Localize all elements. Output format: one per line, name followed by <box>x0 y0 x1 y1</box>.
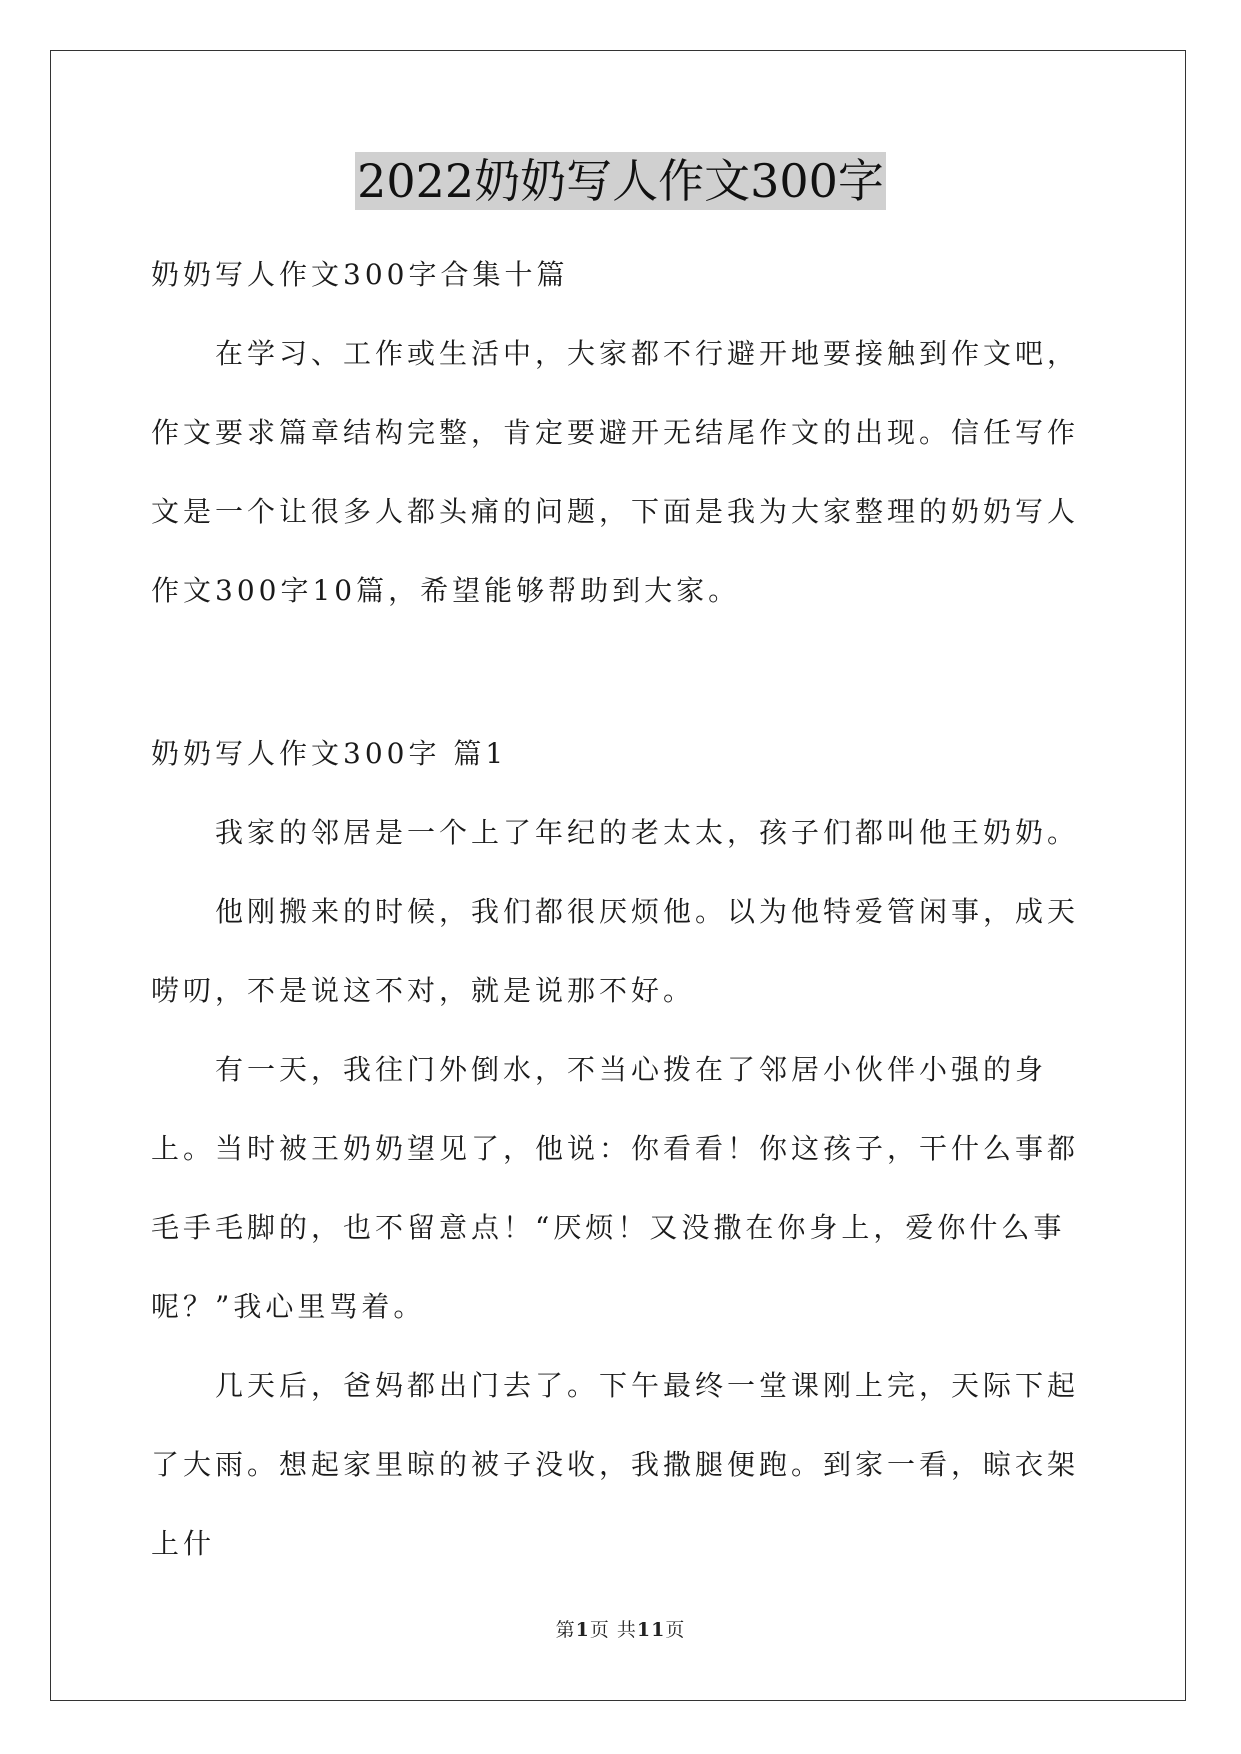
body-paragraph: 我家的邻居是一个上了年纪的老太太，孩子们都叫他王奶奶。 <box>215 816 1080 849</box>
page-prefix: 第 <box>555 1619 576 1641</box>
document-title: 2022奶奶写人作文300字 <box>357 154 884 208</box>
body-paragraph: 他刚搬来的时候，我们都很厌烦他。以为他特爱管闲事，成天唠叨，不是说这不对，就是说那不好。 <box>151 895 1080 1007</box>
title-container <box>0 152 1241 210</box>
section-spacer <box>151 630 1091 714</box>
body-paragraph: 有一天，我往门外倒水，不当心拨在了邻居小伙伴小强的身上。当时被王奶奶望见了，他说：你看看！你这孩子，干什么事都毛手毛脚的，也不留意点！“厌烦！又没撒在你身上，爱你什么事呢？”我心里骂着。 <box>151 1053 1080 1323</box>
section-heading: 奶奶写人作文300字 篇1 <box>151 737 508 770</box>
document-subtitle: 奶奶写人作文300字合集十篇 <box>151 258 569 291</box>
body-paragraph: 几天后，爸妈都出门去了。下午最终一堂课刚上完，天际下起了大雨。想起家里晾的被子没收，我撒腿便跑。到家一看，晾衣架上什 <box>151 1369 1080 1560</box>
page-current-number: 1 <box>575 1619 590 1641</box>
page-suffix: 页 <box>665 1619 686 1641</box>
page-mid: 页 共 <box>589 1619 637 1641</box>
page-total-number: 11 <box>636 1619 666 1641</box>
intro-paragraph: 在学习、工作或生活中，大家都不行避开地要接触到作文吧，作文要求篇章结构完整，肯定要避开无结尾作文的出现。信任写作文是一个让很多人都头痛的问题，下面是我为大家整理的奶奶写人作文300字10篇，希望能够帮助到大家。 <box>151 337 1080 607</box>
document-body <box>151 235 1091 1583</box>
page-footer <box>0 1615 1241 1642</box>
